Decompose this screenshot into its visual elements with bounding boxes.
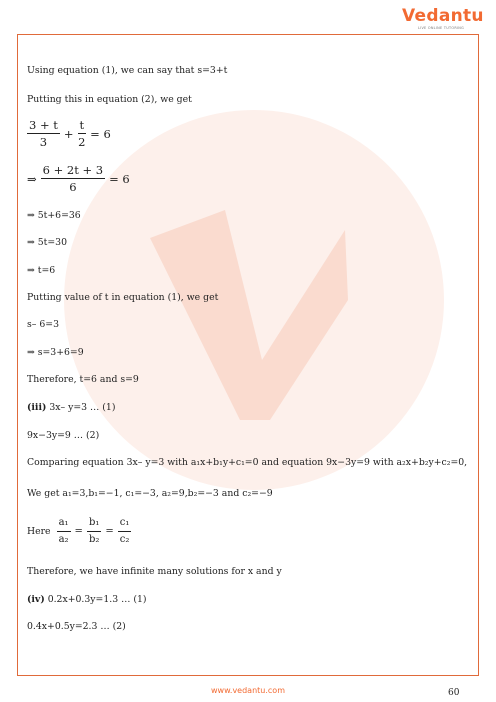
text-line: Putting this in equation (2), we get	[27, 94, 192, 105]
part-label: (iii)	[27, 402, 47, 413]
part-label: (iv)	[27, 594, 45, 605]
equals: =	[105, 526, 114, 537]
ratio-equation	[27, 515, 131, 548]
equation-1	[27, 117, 115, 150]
text-line: Therefore, t=6 and s=9	[27, 374, 139, 385]
logo-tagline: LIVE ONLINE TUTORING	[417, 26, 465, 30]
text-line: Putting value of t in equation (1), we get	[27, 292, 219, 303]
numerator: a₁	[57, 515, 71, 532]
denominator: c₂	[119, 534, 130, 545]
denominator: 6	[69, 180, 77, 194]
numerator: c₁	[118, 515, 132, 532]
equals: =	[74, 526, 83, 537]
fraction	[57, 515, 71, 548]
fraction	[87, 515, 101, 548]
rhs: = 6	[90, 126, 111, 141]
implies-arrow: ⇒	[27, 171, 37, 186]
equation-text: 3x– y=3 … (1)	[46, 402, 116, 413]
equation-text: 0.2x+0.3y=1.3 … (1)	[44, 594, 147, 605]
text-line: 9x−3y=9 … (2)	[27, 430, 100, 441]
text-line: Therefore, we have infinite many solutions for x and y	[27, 566, 282, 577]
text-line: s– 6=3	[27, 319, 59, 330]
operator: +	[63, 126, 74, 141]
numerator: 3 + t	[29, 118, 58, 132]
text-line: ⇒ s=3+6=9	[27, 347, 84, 358]
text-line: ⇒ t=6	[27, 265, 56, 276]
fraction	[27, 117, 60, 150]
fraction	[41, 162, 105, 195]
fraction	[118, 515, 132, 548]
text-line	[27, 402, 115, 414]
vedantu-logo	[402, 6, 484, 34]
text-line: 0.4x+0.5y=2.3 … (2)	[27, 621, 126, 632]
denominator: 2	[78, 135, 86, 149]
text-line: We get a₁=3,b₁=−1, c₁=−3, a₂=9,b₂=−3 and c₂=−9	[27, 488, 273, 499]
denominator: b₂	[88, 534, 100, 545]
numerator: b₁	[87, 515, 101, 532]
numerator: t	[79, 118, 85, 132]
footer-url-link[interactable]: www.vedantu.com	[211, 686, 285, 695]
text-line	[27, 594, 147, 606]
logo-text: Vedantu	[402, 6, 484, 26]
equation-2	[27, 162, 134, 195]
rhs: = 6	[109, 171, 130, 186]
page-number: 60	[448, 688, 460, 698]
text-line: Using equation (1), we can say that s=3+t	[27, 65, 228, 76]
text-line: ⇒ 5t=30	[27, 237, 68, 248]
here-label: Here	[27, 526, 51, 537]
denominator: 3	[39, 135, 48, 149]
fraction	[78, 117, 87, 150]
denominator: a₂	[58, 534, 69, 545]
numerator: 6 + 2t + 3	[42, 163, 104, 177]
text-line: ⇒ 5t+6=36	[27, 210, 81, 221]
text-line: Comparing equation 3x– y=3 with a₁x+b₁y+c₁=0 and equation 9x−3y=9 with a₂x+b₂y+c₂=0,	[27, 457, 468, 468]
